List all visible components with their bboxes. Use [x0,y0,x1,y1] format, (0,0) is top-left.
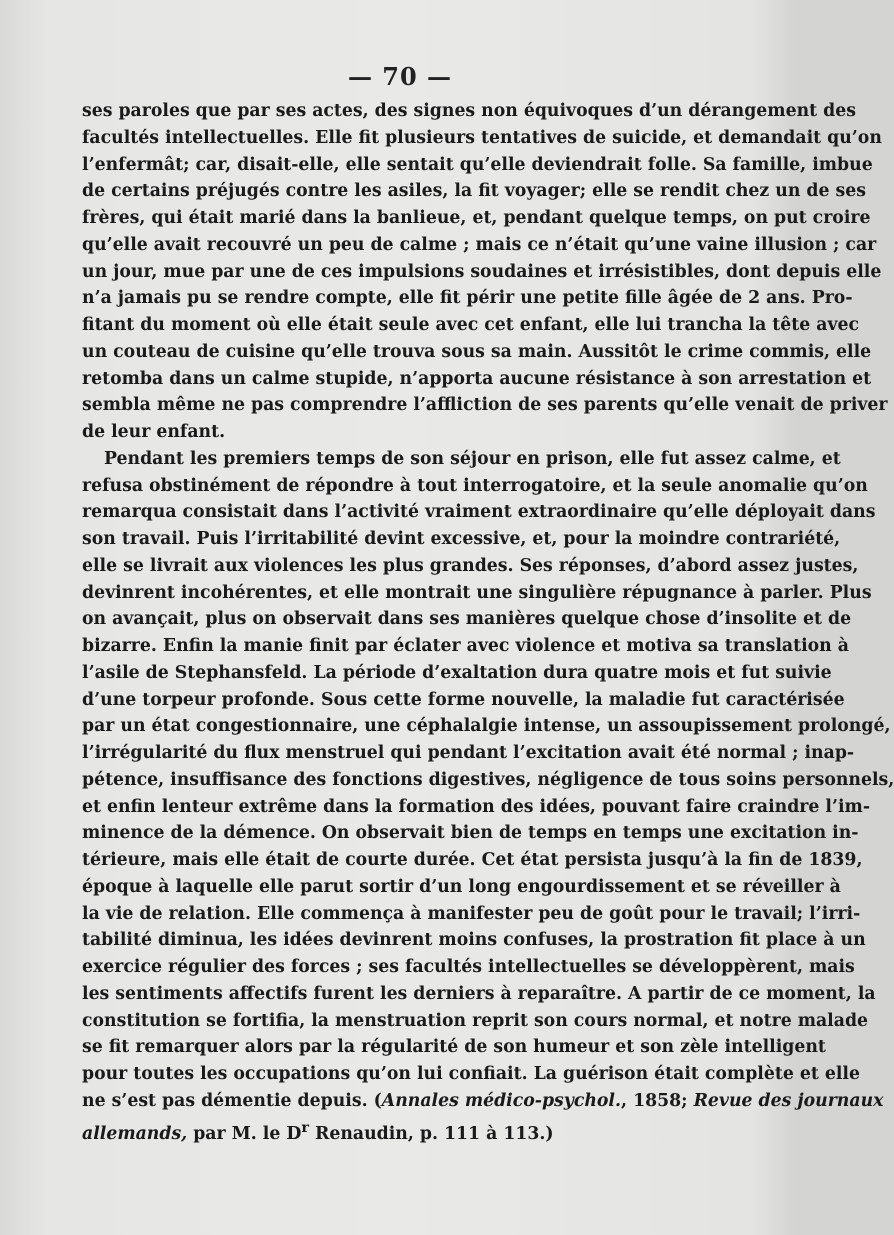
text-line: les sentiments affectifs furent les derniers à reparaître. A partir de ce moment, la [82,983,876,1004]
text-line: bizarre. Enfin la manie finit par éclater avec violence et motiva sa translation à [82,636,849,656]
text-line: fitant du moment où elle était seule avec cet enfant, elle lui trancha la tête avec [82,315,860,335]
body-text [82,98,894,1147]
text-line: sembla même ne pas comprendre l’affliction de ses parents qu’elle venait de priver [82,395,888,416]
text-line: térieure, mais elle était de courte durée. Cet état persista jusqu’à la fin de 1839, [82,850,863,870]
text-line: tabilité diminua, les idées devinrent moins confuses, la prostration fit place à un [82,930,866,951]
text-line: refusa obstinément de répondre à tout interrogatoire, et la seule anomalie qu’on [82,475,868,496]
text-line: et enfin lenteur extrême dans la formation des idées, pouvant faire craindre l’im- [82,796,871,817]
text-line: elle se livrait aux violences les plus grandes. Ses réponses, d’abord assez justes, [82,555,859,576]
text-line: devinrent incohérentes, et elle montrait une singulière répugnance à parler. Plus [82,582,872,603]
journal-title-2b: allemands, [82,1123,188,1144]
citation-line [82,1088,884,1115]
text-line: exercice régulier des forces ; ses facultés intellectuelles se développèrent, mais [82,957,855,977]
text-line: l’enfermât; car, disait-elle, elle sentait qu’elle deviendrait folle. Sa famille, imbue [82,154,873,175]
text-line: un couteau de cuisine qu’elle trouva sous sa main. Aussitôt le crime commis, elle [82,341,872,362]
citation-end: Renaudin, p. 111 à 113.) [308,1123,554,1144]
text-line: n’a jamais pu se rendre compte, elle fit périr une petite fille âgée de 2 ans. Pro- [82,288,853,309]
citation-mid: , 1858; [621,1090,694,1111]
text-line: pétence, insuffisance des fonctions digestives, négligence de tous soins personnels, [82,769,894,790]
citation-lead: ne s’est pas démentie depuis. ( [82,1090,382,1111]
text-line: de leur enfant. [82,422,226,442]
citation-sup: r [301,1118,309,1136]
text-line: d’une torpeur profonde. Sous cette forme nouvelle, la maladie fut caractérisée [82,689,845,710]
text-line: époque à laquelle elle parut sortir d’un long engourdissement et se réveiller à [82,876,841,897]
text-line: la vie de relation. Elle commença à manifester peu de goût pour le travail; l’irri- [82,903,861,924]
text-line: l’asile de Stephansfeld. La période d’exaltation dura quatre mois et fut suivie [82,662,832,683]
page-number: — 70 — [347,62,453,91]
text-line: pour toutes les occupations qu’on lui confiait. La guérison était complète et elle [82,1064,860,1084]
text-line: qu’elle avait recouvré un peu de calme ; mais ce n’était qu’une vaine illusion ; car [82,234,877,255]
citation-line [82,1115,738,1148]
text-line: par un état congestionnaire, une céphalalgie intense, un assoupissement prolongé, [82,716,891,737]
journal-title-2: Revue des journaux [693,1090,884,1111]
text-line: facultés intellectuelles. Elle fit plusieurs tentatives de suicide, et demandait qu’on [82,127,882,148]
journal-title: Annales médico-psychol. [381,1090,622,1111]
text-line: frères, qui était marié dans la banlieue, et, pendant quelque temps, on put croire [82,208,871,228]
text-line: ses paroles que par ses actes, des signes non équivoques d’un dérangement des [82,101,856,121]
text-line: retomba dans un calme stupide, n’apporta aucune résistance à son arrestation et [82,368,872,389]
text-line: Pendant les premiers temps de son séjour en prison, elle fut assez calme, et [104,448,841,469]
text-line: un jour, mue par une de ces impulsions soudaines et irrésistibles, dont depuis elle [82,261,882,282]
text-line: on avançait, plus on observait dans ses manières quelque chose d’insolite et de [82,609,852,630]
text-line: minence de la démence. On observait bien de temps en temps une excitation in- [82,823,859,844]
text-line: remarqua consistait dans l’activité vraiment extraordinaire qu’elle déployait dans [82,502,876,523]
text-line: l’irrégularité du flux menstruel qui pendant l’excitation avait été normal ; inap- [82,743,855,763]
text-line: se fit remarquer alors par la régularité de son humeur et son zèle intelligent [82,1037,826,1058]
text-line: son travail. Puis l’irritabilité devint excessive, et, pour la moindre contrariété, [82,529,841,549]
text-line: de certains préjugés contre les asiles, la fit voyager; elle se rendit chez un de ses [82,181,866,202]
text-line: constitution se fortifia, la menstruation reprit son cours normal, et notre malade [82,1010,869,1031]
citation-tail: par M. le D [187,1123,302,1144]
